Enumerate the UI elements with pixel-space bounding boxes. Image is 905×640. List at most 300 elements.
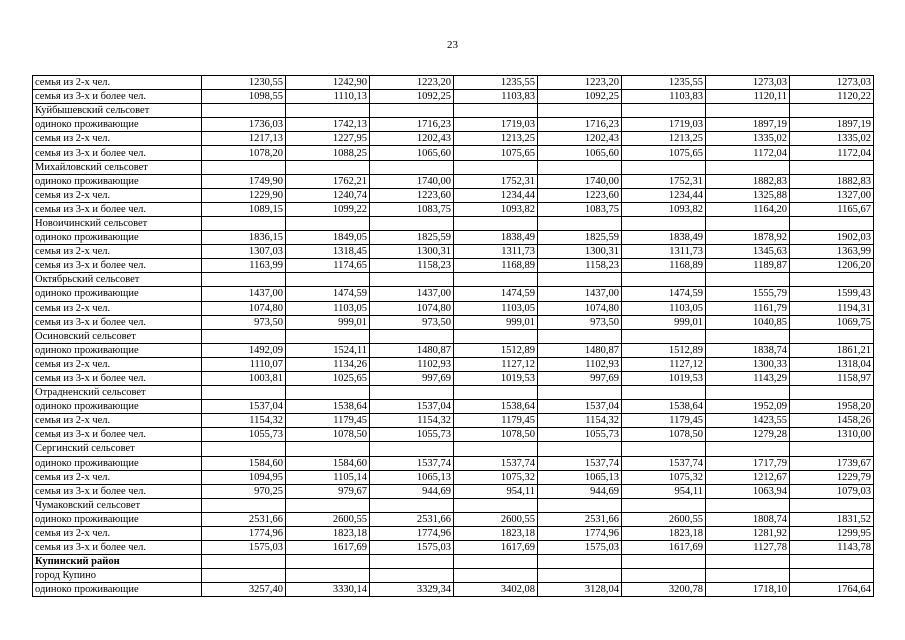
value-cell: 1074,80: [202, 301, 286, 315]
value-cell: 1165,67: [790, 202, 874, 216]
table-row: [33, 76, 874, 90]
table-row: [33, 315, 874, 329]
value-cell: 1099,22: [286, 202, 370, 216]
empty-cell: [538, 442, 622, 456]
value-cell: 1575,03: [370, 541, 454, 555]
value-cell: 1074,80: [370, 301, 454, 315]
row-label: одиноко проживающие: [33, 583, 202, 597]
value-cell: 1281,92: [706, 527, 790, 541]
empty-cell: [454, 104, 538, 118]
value-cell: 3257,40: [202, 583, 286, 597]
value-cell: 1740,00: [538, 174, 622, 188]
value-cell: 1105,14: [286, 470, 370, 484]
empty-cell: [286, 160, 370, 174]
empty-cell: [790, 442, 874, 456]
row-label: семья из 2-х чел.: [33, 301, 202, 315]
value-cell: 1103,05: [622, 301, 706, 315]
value-cell: 973,50: [538, 315, 622, 329]
value-cell: 997,69: [538, 371, 622, 385]
value-cell: 973,50: [202, 315, 286, 329]
empty-cell: [790, 498, 874, 512]
empty-cell: [706, 216, 790, 230]
value-cell: 1110,07: [202, 357, 286, 371]
value-cell: 1538,64: [286, 400, 370, 414]
value-cell: 3128,04: [538, 583, 622, 597]
empty-cell: [622, 569, 706, 583]
value-cell: 1718,10: [706, 583, 790, 597]
value-cell: 1599,43: [790, 287, 874, 301]
empty-cell: [622, 555, 706, 569]
empty-cell: [538, 273, 622, 287]
empty-cell: [286, 386, 370, 400]
value-cell: 1102,93: [370, 357, 454, 371]
value-cell: 1279,28: [706, 428, 790, 442]
value-cell: 1512,89: [622, 343, 706, 357]
row-label: одиноко проживающие: [33, 174, 202, 188]
value-cell: 1163,99: [202, 259, 286, 273]
value-cell: 1774,96: [202, 527, 286, 541]
value-cell: 1093,82: [454, 202, 538, 216]
value-cell: 1584,60: [202, 456, 286, 470]
empty-cell: [370, 160, 454, 174]
value-cell: 1300,31: [538, 245, 622, 259]
value-cell: 1154,32: [538, 414, 622, 428]
value-cell: 1120,11: [706, 90, 790, 104]
value-cell: 999,01: [286, 315, 370, 329]
table-row: [33, 456, 874, 470]
value-cell: 1575,03: [202, 541, 286, 555]
value-cell: 1882,83: [790, 174, 874, 188]
value-cell: 1512,89: [454, 343, 538, 357]
empty-cell: [790, 273, 874, 287]
row-label: семья из 3-х и более чел.: [33, 259, 202, 273]
empty-cell: [370, 273, 454, 287]
value-cell: 1158,23: [370, 259, 454, 273]
value-cell: 1174,65: [286, 259, 370, 273]
empty-cell: [706, 569, 790, 583]
empty-cell: [202, 569, 286, 583]
value-cell: 1838,49: [622, 231, 706, 245]
value-cell: 1065,13: [538, 470, 622, 484]
value-cell: 1537,04: [538, 400, 622, 414]
value-cell: 1172,04: [706, 146, 790, 160]
table-row: [33, 301, 874, 315]
table-row: [33, 512, 874, 526]
row-label: семья из 2-х чел.: [33, 132, 202, 146]
empty-cell: [454, 498, 538, 512]
value-cell: 1223,60: [370, 188, 454, 202]
value-cell: 1093,82: [622, 202, 706, 216]
value-cell: 1223,60: [538, 188, 622, 202]
table-row: [33, 259, 874, 273]
empty-cell: [370, 498, 454, 512]
value-cell: 1092,25: [370, 90, 454, 104]
section-heading: город Купино: [33, 569, 202, 583]
table-row: [33, 188, 874, 202]
empty-cell: [370, 329, 454, 343]
section-heading-row: [33, 442, 874, 456]
empty-cell: [286, 273, 370, 287]
value-cell: 1089,15: [202, 202, 286, 216]
value-cell: 1831,52: [790, 512, 874, 526]
value-cell: 1213,25: [622, 132, 706, 146]
value-cell: 1065,60: [370, 146, 454, 160]
value-cell: 3330,14: [286, 583, 370, 597]
value-cell: 1318,45: [286, 245, 370, 259]
value-cell: 1538,64: [454, 400, 538, 414]
value-cell: 1202,43: [370, 132, 454, 146]
value-cell: 1437,00: [202, 287, 286, 301]
empty-cell: [370, 104, 454, 118]
value-cell: 1158,23: [538, 259, 622, 273]
empty-cell: [286, 216, 370, 230]
table-row: [33, 174, 874, 188]
empty-cell: [706, 498, 790, 512]
value-cell: 999,01: [622, 315, 706, 329]
value-cell: 1088,25: [286, 146, 370, 160]
empty-cell: [286, 329, 370, 343]
value-cell: 973,50: [370, 315, 454, 329]
value-cell: 1154,32: [202, 414, 286, 428]
value-cell: 1311,73: [622, 245, 706, 259]
value-cell: 1617,69: [286, 541, 370, 555]
empty-cell: [454, 329, 538, 343]
value-cell: 1078,50: [454, 428, 538, 442]
table-row: [33, 414, 874, 428]
value-cell: 1838,74: [706, 343, 790, 357]
value-cell: 1229,90: [202, 188, 286, 202]
empty-cell: [706, 555, 790, 569]
value-cell: 1458,26: [790, 414, 874, 428]
value-cell: 1537,04: [370, 400, 454, 414]
value-cell: 1537,74: [538, 456, 622, 470]
value-cell: 1318,04: [790, 357, 874, 371]
row-label: семья из 3-х и более чел.: [33, 541, 202, 555]
value-cell: 1098,55: [202, 90, 286, 104]
page-number: 23: [447, 39, 458, 51]
value-cell: 1825,59: [538, 231, 622, 245]
table-row: [33, 541, 874, 555]
value-cell: 1575,03: [538, 541, 622, 555]
empty-cell: [706, 273, 790, 287]
row-label: одиноко проживающие: [33, 456, 202, 470]
value-cell: 1075,65: [454, 146, 538, 160]
section-heading-row: [33, 216, 874, 230]
value-cell: 1040,85: [706, 315, 790, 329]
value-cell: 1094,95: [202, 470, 286, 484]
value-cell: 1825,59: [370, 231, 454, 245]
empty-cell: [622, 216, 706, 230]
value-cell: 999,01: [454, 315, 538, 329]
value-cell: 1474,59: [622, 287, 706, 301]
value-cell: 1878,92: [706, 231, 790, 245]
section-heading: Куйбышевский сельсовет: [33, 104, 202, 118]
row-label: семья из 3-х и более чел.: [33, 315, 202, 329]
value-cell: 1206,20: [790, 259, 874, 273]
empty-cell: [286, 442, 370, 456]
section-heading-row: [33, 273, 874, 287]
value-cell: 1537,04: [202, 400, 286, 414]
value-cell: 1083,75: [370, 202, 454, 216]
value-cell: 1194,31: [790, 301, 874, 315]
empty-cell: [706, 329, 790, 343]
row-label: семья из 3-х и более чел.: [33, 90, 202, 104]
value-cell: 1952,09: [706, 400, 790, 414]
value-cell: 1229,79: [790, 470, 874, 484]
value-cell: 1310,00: [790, 428, 874, 442]
empty-cell: [790, 104, 874, 118]
value-cell: 2531,66: [202, 512, 286, 526]
table-row: [33, 118, 874, 132]
value-cell: 1235,55: [622, 76, 706, 90]
value-cell: 954,11: [454, 484, 538, 498]
value-cell: 2600,55: [286, 512, 370, 526]
table-row: [33, 400, 874, 414]
value-cell: 1092,25: [538, 90, 622, 104]
empty-cell: [538, 216, 622, 230]
value-cell: 1492,09: [202, 343, 286, 357]
empty-cell: [202, 329, 286, 343]
value-cell: 1189,87: [706, 259, 790, 273]
value-cell: 1234,44: [622, 188, 706, 202]
value-cell: 1172,04: [790, 146, 874, 160]
value-cell: 1740,00: [370, 174, 454, 188]
table-row: [33, 527, 874, 541]
section-heading-row: [33, 329, 874, 343]
section-heading: Михайловский сельсовет: [33, 160, 202, 174]
value-cell: 1808,74: [706, 512, 790, 526]
table-row: [33, 245, 874, 259]
value-cell: 1164,20: [706, 202, 790, 216]
value-cell: 1742,13: [286, 118, 370, 132]
section-heading: Октябрьский сельсовет: [33, 273, 202, 287]
value-cell: 2600,55: [622, 512, 706, 526]
value-cell: 1273,03: [790, 76, 874, 90]
empty-cell: [790, 329, 874, 343]
value-cell: 1168,89: [454, 259, 538, 273]
value-cell: 1103,83: [454, 90, 538, 104]
value-cell: 1273,03: [706, 76, 790, 90]
value-cell: 1584,60: [286, 456, 370, 470]
value-cell: 2600,55: [454, 512, 538, 526]
value-cell: 1003,81: [202, 371, 286, 385]
value-cell: 1437,00: [370, 287, 454, 301]
value-cell: 1537,74: [454, 456, 538, 470]
row-label: семья из 2-х чел.: [33, 357, 202, 371]
value-cell: 1437,00: [538, 287, 622, 301]
value-cell: 1217,13: [202, 132, 286, 146]
empty-cell: [706, 442, 790, 456]
value-cell: 3200,78: [622, 583, 706, 597]
row-label: семья из 2-х чел.: [33, 245, 202, 259]
value-cell: 3329,34: [370, 583, 454, 597]
section-heading: Новоичинский сельсовет: [33, 216, 202, 230]
value-cell: 1120,22: [790, 90, 874, 104]
value-cell: 1474,59: [286, 287, 370, 301]
empty-cell: [286, 104, 370, 118]
empty-cell: [370, 442, 454, 456]
value-cell: 1474,59: [454, 287, 538, 301]
value-cell: 1223,20: [538, 76, 622, 90]
value-cell: 1480,87: [370, 343, 454, 357]
row-label: семья из 3-х и более чел.: [33, 146, 202, 160]
value-cell: 1307,03: [202, 245, 286, 259]
table-row: [33, 132, 874, 146]
value-cell: 1849,05: [286, 231, 370, 245]
table-row: [33, 357, 874, 371]
section-heading-row: [33, 160, 874, 174]
value-cell: 1823,18: [622, 527, 706, 541]
value-cell: 1127,78: [706, 541, 790, 555]
value-cell: 1055,73: [202, 428, 286, 442]
value-cell: 1739,67: [790, 456, 874, 470]
value-cell: 2531,66: [370, 512, 454, 526]
value-cell: 1223,20: [370, 76, 454, 90]
value-cell: 1823,18: [286, 527, 370, 541]
empty-cell: [202, 273, 286, 287]
value-cell: 2531,66: [538, 512, 622, 526]
table-row: [33, 287, 874, 301]
value-cell: 970,25: [202, 484, 286, 498]
value-cell: 1882,83: [706, 174, 790, 188]
row-label: семья из 2-х чел.: [33, 76, 202, 90]
value-cell: 1823,18: [454, 527, 538, 541]
value-cell: 1069,75: [790, 315, 874, 329]
value-cell: 1538,64: [622, 400, 706, 414]
section-heading: Чумаковский сельсовет: [33, 498, 202, 512]
value-cell: 1078,50: [622, 428, 706, 442]
empty-cell: [370, 555, 454, 569]
value-cell: 1179,45: [454, 414, 538, 428]
value-cell: 1719,03: [454, 118, 538, 132]
value-cell: 1897,19: [706, 118, 790, 132]
value-cell: 1019,53: [622, 371, 706, 385]
value-cell: 1764,64: [790, 583, 874, 597]
empty-cell: [622, 104, 706, 118]
value-cell: 1736,03: [202, 118, 286, 132]
section-heading: Отрадненский сельсовет: [33, 386, 202, 400]
row-label: семья из 3-х и более чел.: [33, 428, 202, 442]
empty-cell: [538, 569, 622, 583]
table-row: [33, 343, 874, 357]
value-cell: 1524,11: [286, 343, 370, 357]
value-cell: 1103,05: [286, 301, 370, 315]
value-cell: 1335,02: [706, 132, 790, 146]
row-label: одиноко проживающие: [33, 343, 202, 357]
value-cell: 1202,43: [538, 132, 622, 146]
value-cell: 1836,15: [202, 231, 286, 245]
value-cell: 1179,45: [622, 414, 706, 428]
section-heading: Сергинский сельсовет: [33, 442, 202, 456]
row-label: одиноко проживающие: [33, 512, 202, 526]
value-cell: 1242,90: [286, 76, 370, 90]
empty-cell: [622, 498, 706, 512]
row-label: одиноко проживающие: [33, 400, 202, 414]
value-cell: 3402,08: [454, 583, 538, 597]
value-cell: 1719,03: [622, 118, 706, 132]
value-cell: 1230,55: [202, 76, 286, 90]
row-label: семья из 2-х чел.: [33, 188, 202, 202]
value-cell: 1179,45: [286, 414, 370, 428]
table-row: [33, 583, 874, 597]
value-cell: 1075,65: [622, 146, 706, 160]
value-cell: 1716,23: [370, 118, 454, 132]
value-cell: 1127,12: [622, 357, 706, 371]
empty-cell: [454, 273, 538, 287]
district-heading: Купинский район: [33, 555, 202, 569]
empty-cell: [622, 442, 706, 456]
value-cell: 1717,79: [706, 456, 790, 470]
value-cell: 1537,74: [370, 456, 454, 470]
table-row: [33, 202, 874, 216]
empty-cell: [454, 386, 538, 400]
empty-cell: [622, 160, 706, 174]
empty-cell: [538, 104, 622, 118]
value-cell: 1902,03: [790, 231, 874, 245]
value-cell: 1423,55: [706, 414, 790, 428]
value-cell: 1617,69: [622, 541, 706, 555]
value-cell: 1143,78: [790, 541, 874, 555]
value-cell: 1345,63: [706, 245, 790, 259]
empty-cell: [538, 329, 622, 343]
value-cell: 1311,73: [454, 245, 538, 259]
value-cell: 1078,20: [202, 146, 286, 160]
row-label: семья из 3-х и более чел.: [33, 371, 202, 385]
value-cell: 979,67: [286, 484, 370, 498]
value-cell: 1325,88: [706, 188, 790, 202]
value-cell: 1227,95: [286, 132, 370, 146]
empty-cell: [538, 160, 622, 174]
row-label: одиноко проживающие: [33, 287, 202, 301]
value-cell: 1083,75: [538, 202, 622, 216]
value-cell: 1537,74: [622, 456, 706, 470]
empty-cell: [538, 386, 622, 400]
value-cell: 1958,20: [790, 400, 874, 414]
value-cell: 1158,97: [790, 371, 874, 385]
value-cell: 1154,32: [370, 414, 454, 428]
value-cell: 1234,44: [454, 188, 538, 202]
empty-cell: [202, 160, 286, 174]
row-label: семья из 2-х чел.: [33, 470, 202, 484]
value-cell: 1716,23: [538, 118, 622, 132]
value-cell: 1838,49: [454, 231, 538, 245]
empty-cell: [202, 386, 286, 400]
empty-cell: [202, 442, 286, 456]
empty-cell: [622, 329, 706, 343]
tariff-table: [32, 75, 874, 597]
empty-cell: [202, 555, 286, 569]
value-cell: 1143,29: [706, 371, 790, 385]
table-body: [33, 76, 874, 597]
value-cell: 1774,96: [370, 527, 454, 541]
value-cell: 1480,87: [538, 343, 622, 357]
table-row: [33, 231, 874, 245]
table-row: [33, 371, 874, 385]
value-cell: 1055,73: [538, 428, 622, 442]
section-heading: Осиновский сельсовет: [33, 329, 202, 343]
value-cell: 1078,50: [286, 428, 370, 442]
empty-cell: [790, 386, 874, 400]
value-cell: 1752,31: [622, 174, 706, 188]
empty-cell: [370, 386, 454, 400]
value-cell: 1363,99: [790, 245, 874, 259]
value-cell: 944,69: [538, 484, 622, 498]
empty-cell: [370, 216, 454, 230]
section-heading-row: [33, 569, 874, 583]
value-cell: 1300,33: [706, 357, 790, 371]
empty-cell: [202, 216, 286, 230]
value-cell: 954,11: [622, 484, 706, 498]
